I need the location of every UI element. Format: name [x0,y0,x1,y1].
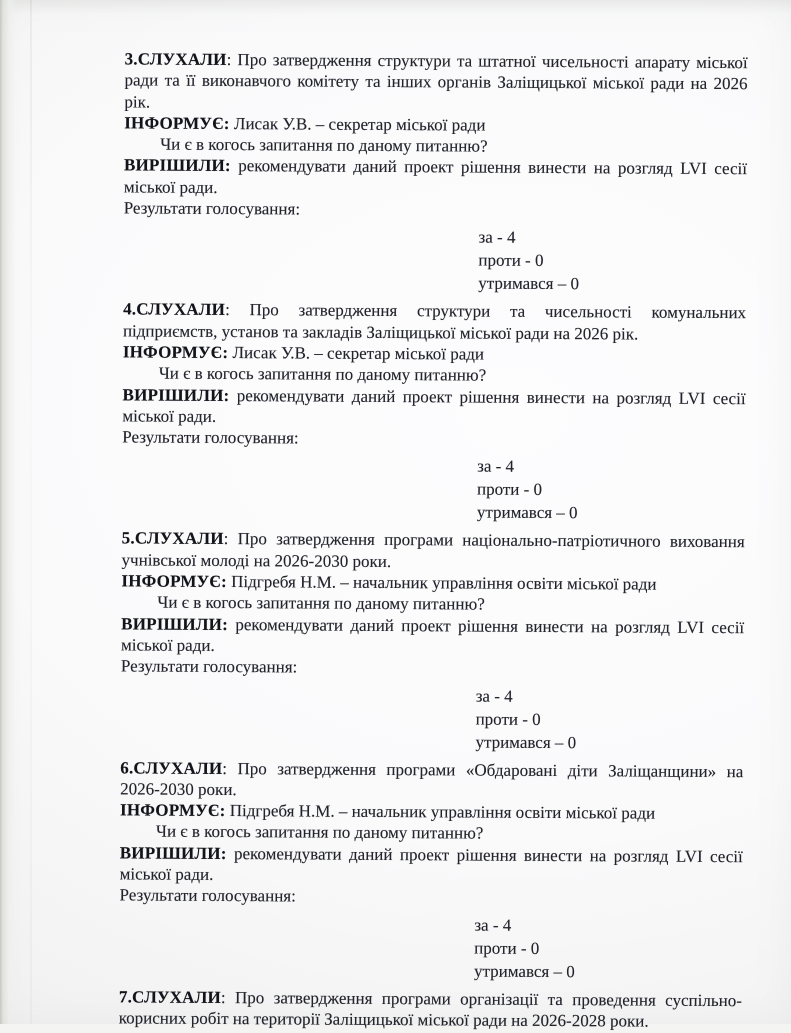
topic-text: Про затвердження структури та штатної чисельності апарату міської ради та її виконавчого комітету та інших органів Заліщицької міської ради на 2026 рік. [124,50,748,112]
decision-text: рекомендувати даний проект рішення винести на розгляд LVI сесії міської ради. [122,385,746,426]
label-colon: : [222,758,238,778]
informer-text: Підгребя Н.М. – начальник управління освіти міської ради [231,572,657,594]
vote-line-proty: проти - 0 [475,709,541,729]
decision-text: рекомендувати даний проект рішення винести на розгляд LVI сесії міської ради. [119,843,743,884]
label-colon: : [226,50,238,70]
agenda-item-7 [119,986,742,1032]
topic-text: Про затвердження програми організації та проведення суспільно-корисних робіт на території Заліщицької міської ради на 2026-2028 роки. [118,987,742,1031]
vyrishyly-label: ВИРІШИЛИ: [123,155,231,176]
label-colon: : [220,987,236,1007]
agenda-item-4 [122,299,746,526]
results-label: Результати голосування: [120,656,298,677]
sluhaly-label: 6.СЛУХАЛИ [120,757,223,778]
decision-paragraph [124,155,747,201]
sluhaly-label: 7.СЛУХАЛИ [118,986,221,1007]
vote-results [477,455,745,526]
sluhaly-paragraph [124,48,747,116]
vote-line-proty: проти - 0 [474,938,540,958]
vote-line-za: за - 4 [474,915,512,935]
sluhaly-paragraph [122,528,745,574]
informuye-label: ІНФОРМУЄ: [121,571,227,592]
vyrishyly-label: ВИРІШИЛИ: [119,843,227,863]
decision-paragraph [121,613,744,659]
vote-results [474,913,742,984]
question-line: Чи є в когось запитання по даному питанню? [155,822,484,844]
results-label: Результати голосування: [123,198,301,219]
sluhaly-paragraph [123,299,746,345]
vote-results [475,684,743,755]
vote-results [478,226,746,297]
label-colon: : [225,300,250,320]
vote-line-proty: проти - 0 [478,250,544,271]
vyrishyly-label: ВИРІШИЛИ: [121,614,229,634]
question-line: Чи є в когось запитання по даному питанню? [160,134,488,156]
vote-line-utrymavsia: утримався – 0 [478,273,580,294]
vyrishyly-label: ВИРІШИЛИ: [122,384,230,405]
informer-text: Підгребя Н.М. – начальник управління освіти міської ради [229,801,656,823]
sluhaly-paragraph [119,986,742,1032]
vote-line-za: за - 4 [477,457,515,477]
topic-text: Про затвердження програми «Обдаровані діти Заліщанщини» на 2026-2030 роки. [120,758,744,799]
vote-line-utrymavsia: утримався – 0 [475,732,577,752]
question-line: Чи є в когось запитання по даному питанню? [157,592,485,614]
decision-paragraph [120,842,743,888]
label-colon: : [223,529,238,549]
vote-line-utrymavsia: утримався – 0 [474,961,575,981]
topic-text: Про затвердження структури та чисельності комунальних підприємств, установ та закладів Заліщицької міської ради на 2026 рік. [122,300,747,344]
decision-text: рекомендувати даний проект рішення винести на розгляд LVI сесії міської ради. [123,156,748,197]
sluhaly-label: 4.СЛУХАЛИ [123,299,226,320]
vote-line-za: за - 4 [475,686,513,706]
decision-text: рекомендувати даний проект рішення винести на розгляд LVI сесії міської ради. [121,614,745,655]
agenda-item-5 [120,528,744,755]
results-label: Результати голосування: [122,427,299,448]
vote-line-proty: проти - 0 [476,480,543,500]
topic-text: Про затвердження програми національно-патріотичного виховання учнівської молоді на 2026-2030 роки. [121,529,745,571]
question-line: Чи є в когось запитання по даному питанню? [158,363,487,385]
sluhaly-label: 3.СЛУХАЛИ [124,49,227,70]
agenda-item-3 [123,48,747,296]
results-label: Результати голосування: [119,885,296,906]
informuye-label: ІНФОРМУЄ: [119,800,226,821]
informer-text: Лисак У.В. – секретар міської ради [232,343,485,364]
vote-line-za: за - 4 [478,227,516,248]
vote-line-utrymavsia: утримався – 0 [476,503,578,523]
decision-paragraph [122,384,745,430]
informuye-label: ІНФОРМУЄ: [122,342,229,363]
informuye-label: ІНФОРМУЄ: [124,113,230,133]
agenda-item-6 [119,757,743,984]
sluhaly-label: 5.СЛУХАЛИ [121,528,224,549]
sluhaly-paragraph [120,757,743,803]
informer-text: Лисак У.В. – секретар міської ради [233,113,486,135]
